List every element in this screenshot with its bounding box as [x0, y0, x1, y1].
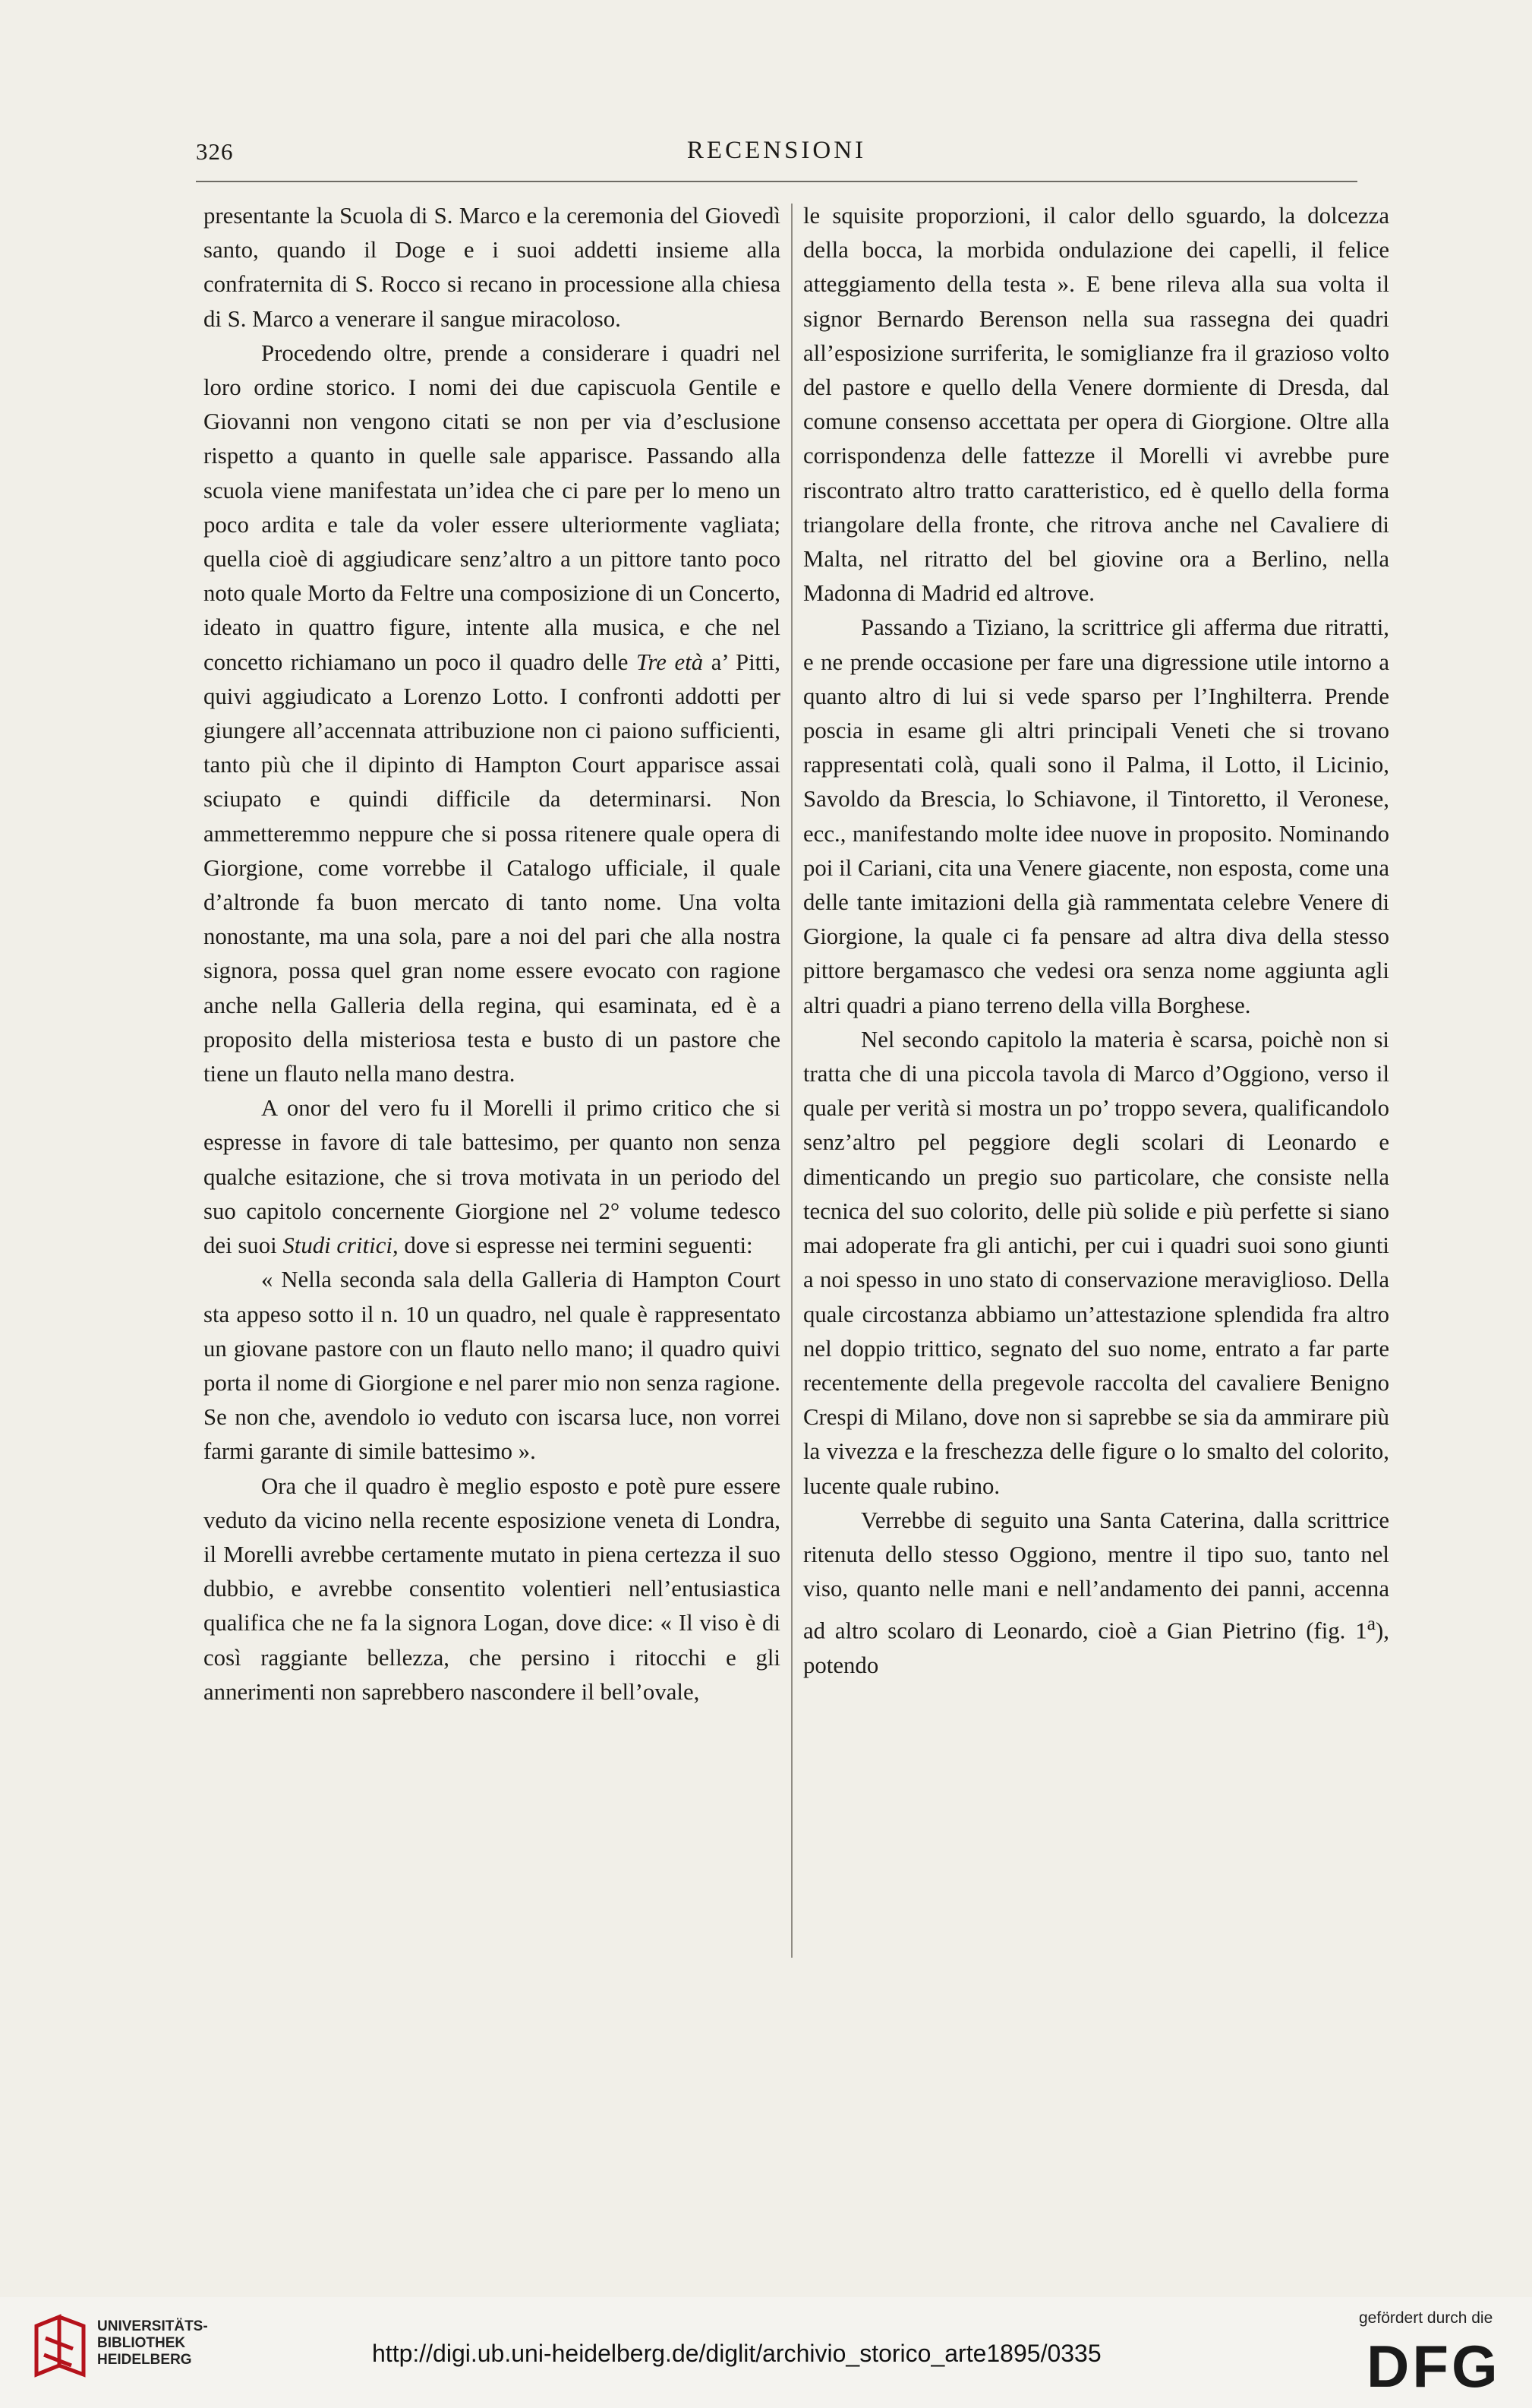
- right-column: [803, 199, 1389, 1683]
- paragraph: Ora che il quadro è meglio esposto e potè pure essere veduto da vicino nella recente esposizione veneta di Londra, il Morelli avrebbe certamente mutato in piena certezza il suo dubbio, e avrebbe consentito volentieri nell’entusiastica qualifica che ne fa la signora Logan, dove dice: « Il viso è di così raggiante bellezza, che persino i ritocchi e gli annerimenti non saprebbero nascondere il bell’ovale,: [203, 1472, 780, 1705]
- column-divider: [791, 204, 793, 1958]
- university-library-logo-icon: [29, 2312, 91, 2382]
- paragraph: Nel secondo capitolo la materia è scarsa, poichè non si tratta che di una piccola tavola di Marco d’Oggiono, verso il quale per verità si mostra un po’ troppo severa, qualificandolo senz’altro pel peggiore degli scolari di Leonardo e dimenticando un pregio suo particolare, che consiste nella tecnica del suo colorito, delle più solide e più perfette si siano mai adoperate fra gli antichi, per cui i quadri suoi sono giunti a noi spesso in uno stato di conservazione meraviglioso. Della quale circostanza abbiamo un’attestazione splendida fra altro nel doppio trittico, segnato del suo nome, entrato a far parte recentemente della pregevole raccolta del cavaliere Benigno Crespi di Milano, dove non si saprebbe se sia da ammirare più la vivezza e la freschezza delle figure o lo smalto del colorito, lucente quale rubino.: [803, 1026, 1389, 1499]
- funded-by-text: gefördert durch die: [1359, 2309, 1493, 2327]
- source-url[interactable]: http://digi.ub.uni-heidelberg.de/diglit/archivio_storico_arte1895/0335: [372, 2340, 1102, 2367]
- paragraph: Procedendo oltre, prende a considerare i quadri nel loro ordine storico. I nomi dei due capiscuola Gentile e Giovanni non vengono citati se non per via d’esclusione rispetto a quanto in quelle sale apparisce. Passando alla scuola viene manifestata un’idea che ci pare per lo meno un poco ardita e tale da voler essere ulteriormente vagliata; quella cioè di aggiudicare senz’altro a un pittore tanto poco noto quale Morto da Feltre una composizione di un Concerto, ideato in quattro figure, intente alla musica, e che nel concetto richiamano un poco il quadro delle Tre età a’ Pitti, quivi aggiudicato a Lorenzo Lotto. I confronti addotti per giungere all’accennata attribuzione non ci paiono sufficienti, tanto più che il dipinto di Hampton Court apparisce assai sciupato e quindi difficile da determinarsi. Non ammetteremmo neppure che si possa ritenere quale opera di Giorgione, come vorrebbe il Catalogo ufficiale, il quale d’altronde fa buon mercato di tanto nome. Una volta nonostante, ma una sola, pare a noi del pari che alla nostra signora, possa quel gran nome essere evocato con ragione anche nella Galleria della regina, qui esaminata, ed è a proposito della misteriosa testa e busto di un pastore che tiene un flauto nella mano destra.: [203, 339, 780, 1087]
- page-header: [196, 135, 1357, 182]
- paragraph: le squisite proporzioni, il calor dello sguardo, la dolcezza della bocca, la morbida ondulazione dei capelli, il felice atteggiamento della testa ». E bene rileva alla sua volta il signor Bernardo Berenson nella sua rassegna dei quadri all’esposizione surriferita, le somiglianze fra il grazioso volto del pastore e quello della Venere dormiente di Dresda, dal comune consenso accettata per opera di Giorgione. Oltre alla corrispondenza delle fattezze il Morelli vi avrebbe pure riscontrato altro tratto caratteristico, ed è quello della forma triangolare della fronte, che ritrova anche nel Cavaliere di Malta, nel ritratto del bel giovine ora a Berlino, nella Madonna di Madrid ed altrove.: [803, 203, 1389, 607]
- running-head: RECENSIONI: [686, 137, 867, 164]
- paragraph: A onor del vero fu il Morelli il primo critico che si espresse in favore di tale battesimo, per quanto non senza qualche esitazione, che si trova motivata in un periodo del suo capitolo concernente Giorgione nel 2° volume tedesco dei suoi Studi critici, dove si espresse nei termini seguenti:: [203, 1095, 780, 1259]
- library-name: UNIVERSITÄTS- BIBLIOTHEK HEIDELBERG: [97, 2318, 208, 2368]
- paragraph: presentante la Scuola di S. Marco e la ceremonia del Giovedì santo, quando il Doge e i suoi addetti insieme alla confraternita di S. Rocco si recano in processione alla chiesa di S. Marco a venerare il sangue miracoloso.: [203, 203, 780, 332]
- left-column: [203, 199, 780, 1709]
- footer: [0, 2297, 1532, 2408]
- paragraph: Verrebbe di seguito una Santa Caterina, dalla scrittrice ritenuta dello stesso Oggiono, mentre il tipo suo, tanto nel viso, quanto nelle mani e nell’andamento dei panni, accenna ad altro scolaro di Leonardo, cioè a Gian Pietrino (fig. 1$^a$), potendo: [803, 1507, 1389, 1678]
- dfg-logo-icon: [1363, 2335, 1508, 2393]
- page-number: 326: [196, 138, 234, 165]
- svg-text:DFG: DFG: [1367, 2335, 1501, 2393]
- paragraph: « Nella seconda sala della Galleria di Hampton Court sta appeso sotto il n. 10 un quadro, nel quale è rappresentato un giovane pastore con un flauto nello mano; il quadro quivi porta il nome di Giorgione e nel parer mio non senza ragione. Se non che, avendolo io veduto con iscarsa luce, non vorrei farmi garante di simile battesimo ».: [203, 1267, 780, 1465]
- paragraph: Passando a Tiziano, la scrittrice gli afferma due ritratti, e ne prende occasione per fare una digressione utile intorno a quanto altro di lui si vede sparso per l’Inghilterra. Prende poscia in esame gli altri principali Veneti che si trovano rappresentati colà, quali sono il Palma, il Lotto, il Licinio, Savoldo da Brescia, lo Schiavone, il Tintoretto, il Veronese, ecc., manifestando molte idee nuove in proposito. Nominando poi il Cariani, cita una Venere giacente, non esposta, come una delle tante imitazioni della già rammentata celebre Venere di Giorgione, la quale ci fa pensare ad altra diva della stesso pittore bergamasco che vedesi ora senza nome aggiunta agli altri quadri a piano terreno della villa Borghese.: [803, 614, 1389, 1018]
